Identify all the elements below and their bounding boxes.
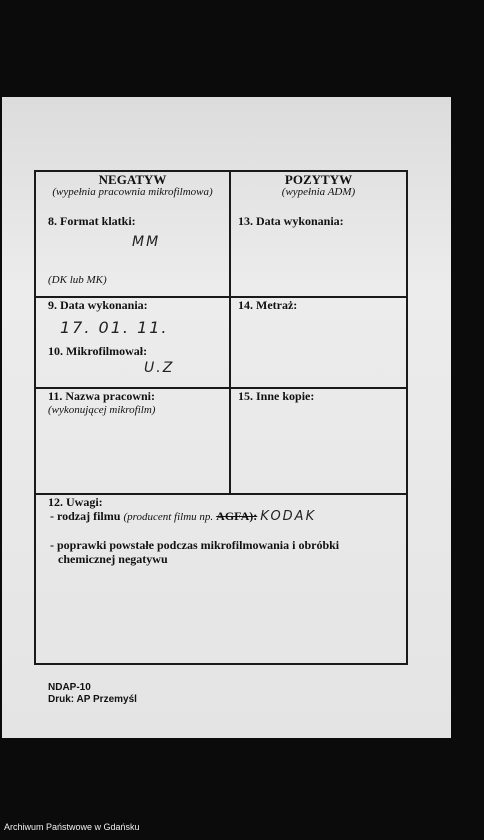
form-frame xyxy=(34,170,408,665)
field-9-value: 17. 01. 11. xyxy=(60,318,169,337)
field-8-hint: (DK lub MK) xyxy=(48,274,107,286)
film-type-label: - rodzaj filmu xyxy=(50,509,121,523)
field-10-label: 10. Mikrofilmował: xyxy=(48,344,148,358)
field-8-value: MM xyxy=(132,234,161,250)
column-divider xyxy=(229,170,231,495)
poprawki-line-2: chemicznej negatywu xyxy=(58,552,168,566)
pozytyw-subtitle: (wypełnia ADM) xyxy=(281,186,356,198)
field-15-label: 15. Inne kopie: xyxy=(238,389,315,403)
print-info: Druk: AP Przemyśl xyxy=(48,694,137,705)
field-8-label: 8. Format klatki: xyxy=(48,214,136,228)
field-9-label: 9. Data wykonania: xyxy=(48,298,148,312)
poprawki-line-1: - poprawki powstałe podczas mikrofilmowania i obróbki xyxy=(50,538,340,552)
negatyw-title: NEGATYW xyxy=(98,172,167,187)
film-type-hint: (producent filmu np. xyxy=(123,511,214,523)
film-type-line xyxy=(50,509,316,524)
uwagi-title: 12. Uwagi: xyxy=(48,495,103,509)
archive-caption: Archiwum Państwowe w Gdańsku xyxy=(4,822,140,832)
film-type-value: KODAK xyxy=(260,509,317,524)
field-11-label: 11. Nazwa pracowni: xyxy=(48,389,155,403)
field-14-label: 14. Metraż: xyxy=(238,298,298,312)
field-13-label: 13. Data wykonania: xyxy=(238,214,344,228)
field-10-value: U.Z xyxy=(144,360,175,376)
pozytyw-title: POZYTYW xyxy=(284,172,353,187)
film-type-struck: AGFA): xyxy=(216,509,258,523)
form-code: NDAP-10 xyxy=(48,682,91,693)
negatyw-subtitle: (wypełnia pracownia mikrofilmowa) xyxy=(52,186,213,198)
field-11-hint: (wykonującej mikrofilm) xyxy=(48,404,156,416)
